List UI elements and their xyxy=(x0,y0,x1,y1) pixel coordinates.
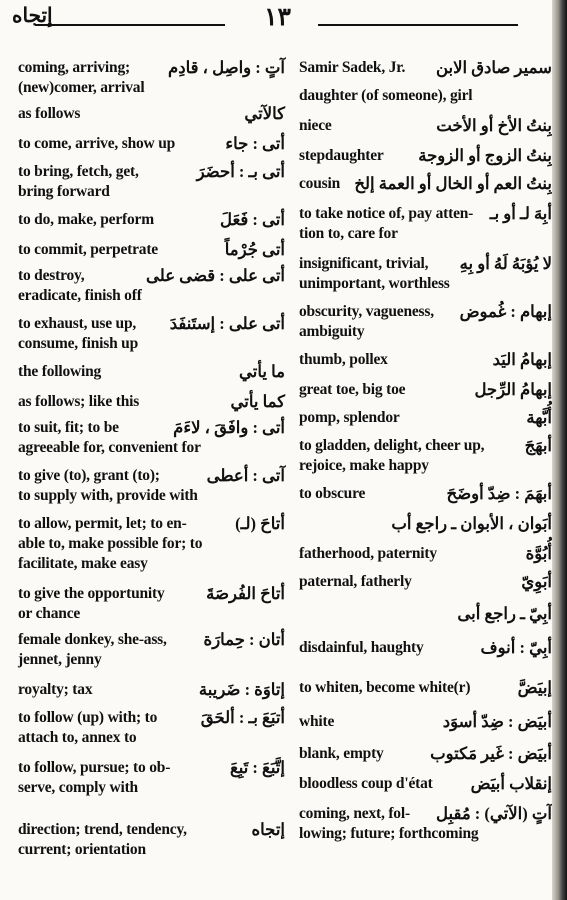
entry-arabic: آتٍ (الآتي) : مُقبِل xyxy=(436,804,552,823)
entry-english xyxy=(18,162,139,202)
entry-arabic: أتاحَ (لـ) xyxy=(235,514,285,533)
entry-english-line: bring forward xyxy=(18,183,110,200)
entry-english-line: coming, next, fol- xyxy=(299,805,410,822)
entry-arabic: كالآتي xyxy=(244,104,285,123)
entry-arabic: كما يأتي xyxy=(230,392,285,411)
entry-english-line: to gladden, delight, cheer up, xyxy=(299,437,485,454)
entry-english-line: female donkey, she-ass, xyxy=(18,631,167,648)
entry-english-line: attach to, annex to xyxy=(18,729,137,746)
entry-english xyxy=(18,680,92,700)
entry-english-line: rejoice, make happy xyxy=(299,457,429,474)
entry-english xyxy=(299,204,473,244)
entry-arabic: إتاوَة : ضَريبة xyxy=(198,680,285,699)
entry-english-line: to follow, pursue; to ob- xyxy=(18,759,171,776)
entry-english-line: coming, arriving; xyxy=(18,59,130,76)
entry-english xyxy=(299,302,434,342)
entry-arabic: أتى : فَعَلَ xyxy=(219,210,285,229)
entry-english xyxy=(18,466,198,506)
entry-english xyxy=(18,708,157,748)
entry-english xyxy=(18,630,167,670)
entry-english-line: as follows; like this xyxy=(18,393,140,410)
entry-english-line: (new)comer, arrival xyxy=(18,79,145,96)
entry-arabic: إتجاه xyxy=(251,820,285,839)
entry-english xyxy=(299,174,340,194)
entry-english-line: thumb, pollex xyxy=(299,351,388,368)
entry-english-line: to destroy, xyxy=(18,267,85,284)
entry-arabic: أبَوان ، الأبوان ـ راجع أب xyxy=(391,514,552,533)
entry-english-line: ambiguity xyxy=(299,323,365,340)
entry-english-line: to give the opportunity xyxy=(18,585,165,602)
entry-arabic: أتى على : إستَنفَدَ xyxy=(169,314,285,333)
entry-english xyxy=(299,484,365,504)
entry-english xyxy=(18,820,187,860)
entry-arabic: أبيَض : ضِدّ أسوَد xyxy=(442,712,552,731)
entry-english xyxy=(18,240,158,260)
entry-english xyxy=(299,712,334,732)
entry-arabic: آتٍ : واصِل ، قادِم xyxy=(168,58,285,77)
entry-english-line: or chance xyxy=(18,605,81,622)
entry-arabic: أُبُوَّة xyxy=(525,544,552,563)
entry-english xyxy=(299,254,450,294)
entry-english-line: to suit, fit; to be xyxy=(18,419,119,436)
entry-arabic: أبَوِيّ xyxy=(521,572,552,591)
entry-arabic: بِنتُ الزوج أو الزوجة xyxy=(418,146,552,165)
entry-english-line: direction; trend, tendency, xyxy=(18,821,187,838)
entry-english-line: lowing; future; forthcoming xyxy=(299,825,479,842)
entry-arabic: أتاحَ الفُرصَةَ xyxy=(206,584,285,603)
entry-english-line: unimportant, worthless xyxy=(299,275,450,292)
entry-english xyxy=(18,266,142,306)
entry-english-line: niece xyxy=(299,117,332,134)
entry-arabic: إبهامُ اليَد xyxy=(492,350,552,369)
header-rule-left xyxy=(35,24,225,26)
entry-english xyxy=(299,436,484,476)
entry-arabic: أبِيّ ـ راجع أبى xyxy=(457,604,552,623)
entry-arabic: أتان : حِمارَة xyxy=(203,630,285,649)
entry-english-line: bloodless coup d'état xyxy=(299,775,433,792)
entry-english xyxy=(299,350,388,370)
page-number: ١٣ xyxy=(264,4,291,31)
entry-english xyxy=(18,584,165,624)
entry-arabic: أبِهَ لـ أو بـ xyxy=(489,204,552,223)
entry-arabic: أتى بـ : أحضَرَ xyxy=(196,162,285,181)
entry-english-line: paternal, fatherly xyxy=(299,573,412,590)
entry-english xyxy=(299,380,405,400)
entry-english xyxy=(299,146,384,166)
entry-english-line: current; orientation xyxy=(18,841,146,858)
entry-arabic: أتبَعَ بـ : ألحَقَ xyxy=(200,708,285,727)
entry-english-line: to give (to), grant (to); xyxy=(18,467,160,484)
entry-arabic: أبِيّ : أنوف xyxy=(480,638,552,657)
entry-english-line: to commit, perpetrate xyxy=(18,241,158,258)
entry-english-line: agreeable for, convenient for xyxy=(18,439,201,456)
entry-arabic: أُبَّهة xyxy=(526,408,552,427)
entry-english xyxy=(299,408,400,428)
entry-english xyxy=(299,116,332,136)
entry-arabic: إبهام : غُموض xyxy=(459,302,552,321)
entry-english-line: to exhaust, use up, xyxy=(18,315,137,332)
entry-english-line: able to, make possible for; to xyxy=(18,535,203,552)
entry-english-line: to come, arrive, show up xyxy=(18,135,176,152)
header-rule-right xyxy=(318,24,518,26)
entry-english-line: blank, empty xyxy=(299,745,384,762)
entry-arabic: بِنتُ الأخ أو الأخت xyxy=(436,116,552,135)
entry-arabic: أتى جُرْماً xyxy=(224,240,285,259)
guide-word: إتجاه xyxy=(12,5,53,27)
entry-english-line: serve, comply with xyxy=(18,779,138,796)
entry-english xyxy=(18,314,138,354)
entry-english xyxy=(18,514,202,574)
entry-english xyxy=(18,104,80,124)
entry-arabic: ما يأتي xyxy=(239,362,285,381)
entry-english-line: to do, make, perform xyxy=(18,211,154,228)
entry-english-line: to bring, fetch, get, xyxy=(18,163,139,180)
entry-english xyxy=(299,774,433,794)
entry-english-line: to take notice of, pay atten- xyxy=(299,205,474,222)
entry-english-line: obscurity, vagueness, xyxy=(299,303,434,320)
entry-english xyxy=(299,86,472,106)
entry-arabic: إبهامُ الرِّجل xyxy=(474,380,552,399)
entry-arabic: أبيَض : غَير مَكتوب xyxy=(430,744,552,763)
book-spine-shadow xyxy=(552,0,567,900)
page-header xyxy=(0,0,567,40)
entry-english xyxy=(299,572,412,592)
entry-english xyxy=(18,210,154,230)
entry-english xyxy=(299,678,470,698)
entry-english xyxy=(18,58,130,78)
entry-english-line: royalty; tax xyxy=(18,681,93,698)
entry-english-line: facilitate, make easy xyxy=(18,555,148,572)
entry-english-line: the following xyxy=(18,363,102,380)
entry-english-line: Samir Sadek, Jr. xyxy=(299,59,406,76)
entry-english-line: daughter (of someone), girl xyxy=(299,87,473,104)
entry-english-line: consume, finish up xyxy=(18,335,139,352)
entry-english xyxy=(299,58,405,78)
entry-arabic: أتى : وافَقَ ، لاءَمَ xyxy=(173,418,285,437)
entry-arabic: بِنتُ العم أو الخال أو العمة إلخ xyxy=(354,174,552,193)
entry-english-line: to allow, permit, let; to en- xyxy=(18,515,187,532)
entry-english-line: pomp, splendor xyxy=(299,409,400,426)
entry-arabic: أبهَمَ : ضِدّ أوضَحَ xyxy=(446,484,552,503)
entry-english xyxy=(18,758,170,798)
entry-arabic: إنقلاب أبيَض xyxy=(470,774,552,793)
entry-english-line: great toe, big toe xyxy=(299,381,406,398)
entry-english-line: to whiten, become white(r) xyxy=(299,679,471,696)
entry-english-line: cousin xyxy=(299,175,341,192)
entry-english-line: tion to, care for xyxy=(299,225,398,242)
entry-arabic: أتى على : قضى على xyxy=(146,266,285,285)
entry-arabic: آتى : أعطى xyxy=(206,466,285,485)
entry-arabic: سمير صادق الابن xyxy=(435,58,552,77)
entry-english-line: insignificant, trivial, xyxy=(299,255,429,272)
entry-english-line: to follow (up) with; to xyxy=(18,709,158,726)
entry-english-line: fatherhood, paternity xyxy=(299,545,437,562)
entry-english-line: to obscure xyxy=(299,485,366,502)
entry-arabic: إتَّبَعَ : تَبِعَ xyxy=(229,758,285,777)
entry-english xyxy=(299,744,384,764)
entry-english-line: stepdaughter xyxy=(299,147,384,164)
entry-arabic: إبيَضَّ xyxy=(517,678,552,697)
entry-english xyxy=(18,78,144,98)
entry-arabic: لا يُؤبَهُ لَهُ أو بِهِ xyxy=(459,254,552,273)
entry-english-line: to supply with, provide with xyxy=(18,487,198,504)
entry-english-line: eradicate, finish off xyxy=(18,287,142,304)
entry-english-line: white xyxy=(299,713,335,730)
entry-english xyxy=(299,544,437,564)
entry-english xyxy=(299,638,424,658)
entry-english xyxy=(18,392,139,412)
entry-english-line: disdainful, haughty xyxy=(299,639,424,656)
entry-arabic: أتى : جاء xyxy=(225,134,285,153)
entry-english-line: as follows xyxy=(18,105,81,122)
entry-english xyxy=(18,134,175,154)
entry-arabic: أبهَجَ xyxy=(524,436,552,455)
entry-english xyxy=(18,362,101,382)
entry-english-line: jennet, jenny xyxy=(18,651,102,668)
